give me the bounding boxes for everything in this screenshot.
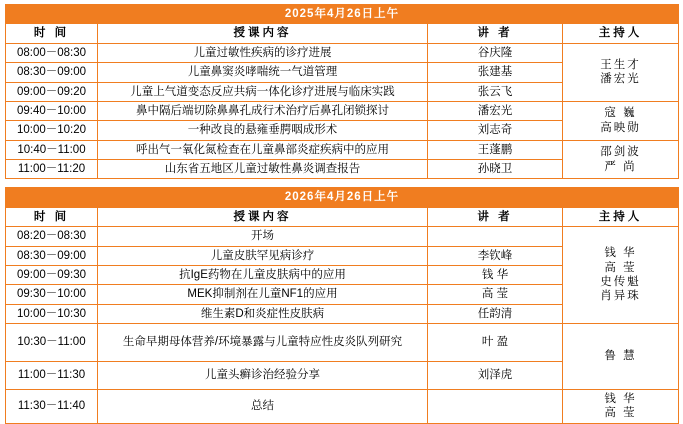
cell-time: 09:00－09:20 [6,82,98,101]
cell-content: 儿童上气道变态反应共病一体化诊疗进展与临床实践 [98,82,428,101]
table-row [6,390,679,424]
cell-speaker: 潘宏光 [428,101,563,120]
cell-speaker: 王蓬鹏 [428,140,563,159]
cell-time: 11:00－11:20 [6,160,98,179]
cell-content: 呼出气一氧化氮检查在儿童鼻部炎症疾病中的应用 [98,140,428,159]
cell-time: 08:30－09:00 [6,63,98,82]
cell-speaker: 李钦峰 [428,246,563,265]
table-title: 2026年4月26日上午 [6,188,679,207]
cell-content: 儿童皮肤罕见病诊疗 [98,246,428,265]
cell-content: 山东省五地区儿童过敏性鼻炎调查报告 [98,160,428,179]
header-content: 授课内容 [98,24,428,43]
cell-content: 维生素D和炎症性皮肤病 [98,304,428,323]
table-row [6,227,679,246]
schedule-table-2 [5,187,679,423]
table-row [6,140,679,159]
header-host: 主持人 [563,207,679,226]
cell-speaker: 刘泽虎 [428,362,563,390]
cell-speaker: 叶 盈 [428,324,563,362]
cell-speaker: 任韵清 [428,304,563,323]
cell-speaker: 谷庆隆 [428,43,563,62]
cell-speaker: 张建基 [428,63,563,82]
cell-time: 10:40－11:00 [6,140,98,159]
header-time: 时 间 [6,207,98,226]
cell-content: 抗IgE药物在儿童皮肤病中的应用 [98,265,428,284]
header-time: 时 间 [6,24,98,43]
cell-speaker: 孙晓卫 [428,160,563,179]
cell-time: 11:30－11:40 [6,390,98,424]
cell-host: 鲁 慧 [563,324,679,390]
table-row [6,43,679,62]
cell-time: 09:00－09:30 [6,265,98,284]
cell-content: 儿童鼻窦炎哮喘统一气道管理 [98,63,428,82]
header-content: 授课内容 [98,207,428,226]
cell-content: MEK抑制剂在儿童NF1的应用 [98,285,428,304]
cell-host: 寇 巍 高映勋 [563,101,679,140]
cell-host: 王生才 潘宏光 [563,43,679,101]
cell-time: 08:00－08:30 [6,43,98,62]
cell-time: 09:30－10:00 [6,285,98,304]
cell-host: 钱 华 高 莹 [563,390,679,424]
cell-host: 钱 华 高 莹 史传魁 肖异珠 [563,227,679,324]
header-speaker: 讲 者 [428,207,563,226]
cell-speaker [428,390,563,424]
cell-content: 儿童头癣诊治经验分享 [98,362,428,390]
schedule-table-1 [5,4,679,179]
cell-time: 11:00－11:30 [6,362,98,390]
cell-time: 08:30－09:00 [6,246,98,265]
cell-speaker [428,227,563,246]
cell-time: 10:30－11:00 [6,324,98,362]
cell-content: 总结 [98,390,428,424]
cell-content: 一种改良的悬雍垂腭咽成形术 [98,121,428,140]
cell-speaker: 刘志奇 [428,121,563,140]
cell-time: 09:40－10:00 [6,101,98,120]
header-host: 主持人 [563,24,679,43]
table-row [6,101,679,120]
cell-time: 08:20－08:30 [6,227,98,246]
table-row [6,324,679,362]
cell-content: 开场 [98,227,428,246]
cell-time: 10:00－10:30 [6,304,98,323]
table-title: 2025年4月26日上午 [6,5,679,24]
cell-content: 生命早期母体营养/环境暴露与儿童特应性皮炎队列研究 [98,324,428,362]
cell-content: 鼻中隔后端切除鼻鼻孔成行术治疗后鼻孔闭锁探讨 [98,101,428,120]
header-speaker: 讲 者 [428,24,563,43]
cell-speaker: 钱 华 [428,265,563,284]
cell-speaker: 高 莹 [428,285,563,304]
table-title-row [6,188,679,207]
table-header-row [6,24,679,43]
cell-host: 邵剑波 严 尚 [563,140,679,179]
cell-content: 儿童过敏性疾病的诊疗进展 [98,43,428,62]
table-header-row [6,207,679,226]
table-title-row [6,5,679,24]
cell-time: 10:00－10:20 [6,121,98,140]
cell-speaker: 张云飞 [428,82,563,101]
